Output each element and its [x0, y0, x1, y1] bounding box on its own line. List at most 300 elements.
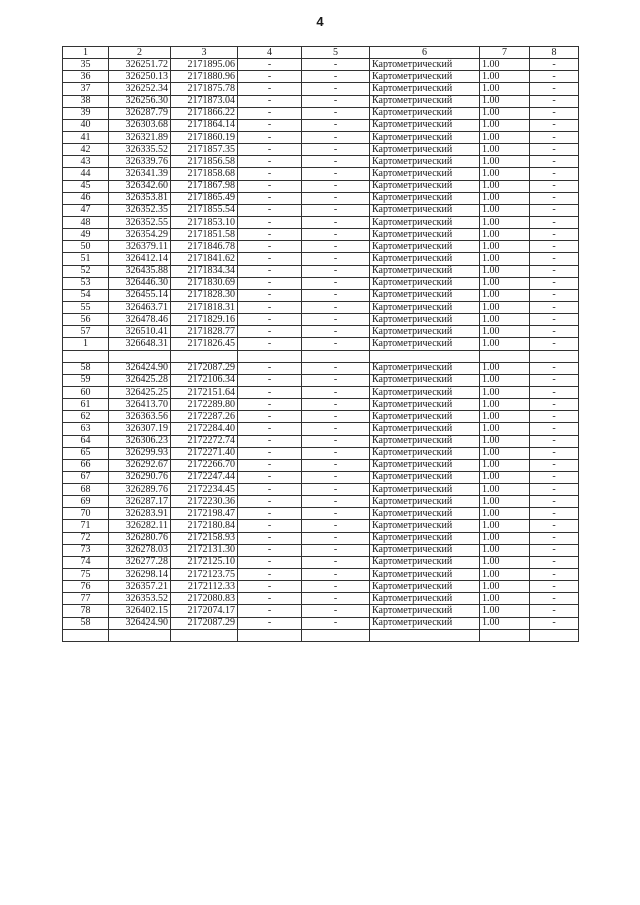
coord-x-cell: 326335.52	[109, 144, 171, 156]
method-cell: Картометрический	[370, 386, 480, 398]
col-8-cell: -	[530, 544, 579, 556]
col-4-cell: -	[238, 289, 302, 301]
col-8-cell: -	[530, 520, 579, 532]
coord-x-cell: 326435.88	[109, 265, 171, 277]
accuracy-cell: 1.00	[480, 192, 530, 204]
point-number-cell: 73	[63, 544, 109, 556]
table-row	[63, 629, 579, 641]
col-5-cell: -	[302, 556, 370, 568]
accuracy-cell: 1.00	[480, 289, 530, 301]
coord-x-cell: 326306.23	[109, 435, 171, 447]
coord-x-cell: 326290.76	[109, 471, 171, 483]
col-5-cell: -	[302, 411, 370, 423]
coord-y-cell: 2172247.44	[171, 471, 238, 483]
col-4-cell: -	[238, 241, 302, 253]
accuracy-cell: 1.00	[480, 144, 530, 156]
method-cell: Картометрический	[370, 508, 480, 520]
col-8-cell: -	[530, 156, 579, 168]
col-8-cell: -	[530, 168, 579, 180]
coord-y-cell: 2172284.40	[171, 423, 238, 435]
accuracy-cell: 1.00	[480, 229, 530, 241]
coord-x-cell: 326412.14	[109, 253, 171, 265]
col-8-cell: -	[530, 459, 579, 471]
col-5-cell: -	[302, 338, 370, 350]
coord-x-cell: 326282.11	[109, 520, 171, 532]
col-8-cell: -	[530, 204, 579, 216]
col-8-cell: -	[530, 386, 579, 398]
method-cell: Картометрический	[370, 593, 480, 605]
table-row	[63, 605, 579, 617]
point-number-cell: 57	[63, 326, 109, 338]
coord-y-cell: 2171855.54	[171, 204, 238, 216]
method-cell: Картометрический	[370, 326, 480, 338]
coord-y-cell: 2172266.70	[171, 459, 238, 471]
method-cell: Картометрический	[370, 107, 480, 119]
accuracy-cell: 1.00	[480, 253, 530, 265]
coord-y-cell: 2172080.83	[171, 593, 238, 605]
column-header: 3	[171, 47, 238, 59]
col-8-cell: -	[530, 192, 579, 204]
col-5-cell: -	[302, 496, 370, 508]
col-4-cell: -	[238, 362, 302, 374]
method-cell: Картометрический	[370, 435, 480, 447]
col-5-cell: -	[302, 192, 370, 204]
accuracy-cell	[480, 350, 530, 362]
method-cell: Картометрический	[370, 168, 480, 180]
method-cell: Картометрический	[370, 532, 480, 544]
col-4-cell: -	[238, 411, 302, 423]
col-4-cell: -	[238, 71, 302, 83]
col-4-cell: -	[238, 399, 302, 411]
point-number-cell: 38	[63, 95, 109, 107]
coord-x-cell: 326283.91	[109, 508, 171, 520]
method-cell: Картометрический	[370, 314, 480, 326]
method-cell: Картометрический	[370, 301, 480, 313]
col-4-cell: -	[238, 569, 302, 581]
method-cell: Картометрический	[370, 289, 480, 301]
method-cell: Картометрический	[370, 362, 480, 374]
coord-x-cell: 326648.31	[109, 338, 171, 350]
coord-y-cell: 2171866.22	[171, 107, 238, 119]
accuracy-cell: 1.00	[480, 447, 530, 459]
accuracy-cell: 1.00	[480, 617, 530, 629]
coord-y-cell: 2171853.10	[171, 216, 238, 228]
coord-y-cell: 2172180.84	[171, 520, 238, 532]
coord-x-cell: 326287.79	[109, 107, 171, 119]
table-row	[63, 216, 579, 228]
point-number-cell: 36	[63, 71, 109, 83]
accuracy-cell: 1.00	[480, 411, 530, 423]
accuracy-cell: 1.00	[480, 119, 530, 131]
point-number-cell: 49	[63, 229, 109, 241]
point-number-cell: 54	[63, 289, 109, 301]
method-cell: Картометрический	[370, 471, 480, 483]
coord-x-cell	[109, 350, 171, 362]
col-8-cell: -	[530, 180, 579, 192]
method-cell: Картометрический	[370, 484, 480, 496]
col-4-cell: -	[238, 593, 302, 605]
point-number-cell: 52	[63, 265, 109, 277]
accuracy-cell: 1.00	[480, 508, 530, 520]
col-4-cell: -	[238, 532, 302, 544]
accuracy-cell: 1.00	[480, 277, 530, 289]
column-header: 1	[63, 47, 109, 59]
coord-x-cell: 326352.35	[109, 204, 171, 216]
col-4-cell	[238, 350, 302, 362]
method-cell: Картометрический	[370, 556, 480, 568]
point-number-cell: 53	[63, 277, 109, 289]
col-8-cell: -	[530, 399, 579, 411]
col-4-cell: -	[238, 447, 302, 459]
col-5-cell: -	[302, 204, 370, 216]
coord-y-cell: 2171858.68	[171, 168, 238, 180]
column-header: 5	[302, 47, 370, 59]
col-8-cell: -	[530, 241, 579, 253]
col-4-cell: -	[238, 253, 302, 265]
coord-y-cell	[171, 629, 238, 641]
coord-x-cell: 326277.28	[109, 556, 171, 568]
method-cell: Картометрический	[370, 265, 480, 277]
accuracy-cell: 1.00	[480, 265, 530, 277]
point-number-cell: 61	[63, 399, 109, 411]
method-cell: Картометрический	[370, 374, 480, 386]
coordinates-table	[62, 46, 579, 642]
coord-y-cell: 2172123.75	[171, 569, 238, 581]
accuracy-cell	[480, 629, 530, 641]
coord-y-cell: 2172289.80	[171, 399, 238, 411]
col-8-cell: -	[530, 277, 579, 289]
method-cell: Картометрический	[370, 617, 480, 629]
method-cell: Картометрический	[370, 423, 480, 435]
accuracy-cell: 1.00	[480, 520, 530, 532]
coord-y-cell: 2171841.62	[171, 253, 238, 265]
point-number-cell: 72	[63, 532, 109, 544]
col-5-cell: -	[302, 435, 370, 447]
accuracy-cell: 1.00	[480, 459, 530, 471]
table-row	[63, 168, 579, 180]
point-number-cell: 55	[63, 301, 109, 313]
accuracy-cell: 1.00	[480, 399, 530, 411]
coord-y-cell: 2172125.10	[171, 556, 238, 568]
method-cell: Картометрический	[370, 131, 480, 143]
col-4-cell: -	[238, 386, 302, 398]
method-cell: Картометрический	[370, 204, 480, 216]
accuracy-cell: 1.00	[480, 569, 530, 581]
col-4-cell: -	[238, 338, 302, 350]
point-number-cell: 60	[63, 386, 109, 398]
col-8-cell: -	[530, 216, 579, 228]
table-row	[63, 192, 579, 204]
accuracy-cell: 1.00	[480, 95, 530, 107]
method-cell: Картометрический	[370, 59, 480, 71]
point-number-cell: 39	[63, 107, 109, 119]
point-number-cell: 65	[63, 447, 109, 459]
table-row	[63, 107, 579, 119]
coord-x-cell: 326287.17	[109, 496, 171, 508]
coord-x-cell: 326425.28	[109, 374, 171, 386]
accuracy-cell: 1.00	[480, 362, 530, 374]
col-8-cell: -	[530, 617, 579, 629]
table-row	[63, 59, 579, 71]
table-row	[63, 95, 579, 107]
coord-x-cell: 326379.11	[109, 241, 171, 253]
method-cell: Картометрический	[370, 605, 480, 617]
coord-x-cell: 326307.19	[109, 423, 171, 435]
point-number-cell: 44	[63, 168, 109, 180]
accuracy-cell: 1.00	[480, 131, 530, 143]
col-4-cell: -	[238, 374, 302, 386]
coord-y-cell: 2171826.45	[171, 338, 238, 350]
col-8-cell: -	[530, 144, 579, 156]
coord-x-cell: 326357.21	[109, 581, 171, 593]
col-4-cell: -	[238, 471, 302, 483]
col-4-cell: -	[238, 192, 302, 204]
point-number-cell: 35	[63, 59, 109, 71]
col-8-cell: -	[530, 435, 579, 447]
column-header: 2	[109, 47, 171, 59]
col-8-cell: -	[530, 447, 579, 459]
coord-y-cell: 2171828.30	[171, 289, 238, 301]
point-number-cell: 71	[63, 520, 109, 532]
accuracy-cell: 1.00	[480, 204, 530, 216]
table-row	[63, 229, 579, 241]
col-8-cell: -	[530, 253, 579, 265]
method-cell: Картометрический	[370, 581, 480, 593]
col-8-cell: -	[530, 71, 579, 83]
coord-x-cell: 326298.14	[109, 569, 171, 581]
col-5-cell: -	[302, 362, 370, 374]
accuracy-cell: 1.00	[480, 71, 530, 83]
coord-y-cell: 2172230.36	[171, 496, 238, 508]
coord-x-cell: 326250.13	[109, 71, 171, 83]
point-number-cell: 78	[63, 605, 109, 617]
method-cell: Картометрический	[370, 277, 480, 289]
method-cell: Картометрический	[370, 569, 480, 581]
col-5-cell: -	[302, 447, 370, 459]
col-5-cell: -	[302, 168, 370, 180]
coord-x-cell: 326321.89	[109, 131, 171, 143]
table-row	[63, 447, 579, 459]
coord-x-cell: 326292.67	[109, 459, 171, 471]
accuracy-cell: 1.00	[480, 374, 530, 386]
table-row	[63, 338, 579, 350]
method-cell: Картометрический	[370, 229, 480, 241]
accuracy-cell: 1.00	[480, 314, 530, 326]
accuracy-cell: 1.00	[480, 338, 530, 350]
table-row	[63, 569, 579, 581]
col-5-cell: -	[302, 532, 370, 544]
point-number-cell: 75	[63, 569, 109, 581]
col-8-cell: -	[530, 83, 579, 95]
column-header: 7	[480, 47, 530, 59]
col-5-cell: -	[302, 508, 370, 520]
coord-x-cell: 326353.81	[109, 192, 171, 204]
col-8-cell: -	[530, 484, 579, 496]
coord-y-cell: 2171830.69	[171, 277, 238, 289]
col-8-cell: -	[530, 314, 579, 326]
point-number-cell: 45	[63, 180, 109, 192]
method-cell: Картометрический	[370, 144, 480, 156]
col-8-cell: -	[530, 556, 579, 568]
accuracy-cell: 1.00	[480, 241, 530, 253]
point-number-cell: 58	[63, 362, 109, 374]
col-4-cell: -	[238, 435, 302, 447]
coord-x-cell: 326446.30	[109, 277, 171, 289]
col-8-cell	[530, 350, 579, 362]
accuracy-cell: 1.00	[480, 107, 530, 119]
method-cell: Картометрический	[370, 83, 480, 95]
col-5-cell: -	[302, 229, 370, 241]
accuracy-cell: 1.00	[480, 59, 530, 71]
coord-y-cell: 2171873.04	[171, 95, 238, 107]
coord-y-cell: 2171867.98	[171, 180, 238, 192]
point-number-cell: 42	[63, 144, 109, 156]
accuracy-cell: 1.00	[480, 435, 530, 447]
col-4-cell: -	[238, 144, 302, 156]
coord-y-cell: 2172287.26	[171, 411, 238, 423]
page-number: 4	[316, 14, 324, 29]
point-number-cell: 51	[63, 253, 109, 265]
col-5-cell: -	[302, 471, 370, 483]
coord-y-cell: 2172131.30	[171, 544, 238, 556]
col-8-cell: -	[530, 411, 579, 423]
table-row	[63, 277, 579, 289]
col-5-cell: -	[302, 277, 370, 289]
col-4-cell: -	[238, 95, 302, 107]
col-8-cell: -	[530, 107, 579, 119]
point-number-cell: 48	[63, 216, 109, 228]
method-cell: Картометрический	[370, 216, 480, 228]
coord-y-cell: 2172272.74	[171, 435, 238, 447]
col-4-cell: -	[238, 168, 302, 180]
col-4-cell: -	[238, 119, 302, 131]
accuracy-cell: 1.00	[480, 326, 530, 338]
column-header: 8	[530, 47, 579, 59]
col-4-cell: -	[238, 156, 302, 168]
coord-x-cell: 326278.03	[109, 544, 171, 556]
column-header: 6	[370, 47, 480, 59]
method-cell: Картометрический	[370, 447, 480, 459]
col-4-cell: -	[238, 556, 302, 568]
coord-y-cell: 2172106.34	[171, 374, 238, 386]
method-cell: Картометрический	[370, 95, 480, 107]
accuracy-cell: 1.00	[480, 156, 530, 168]
col-5-cell: -	[302, 253, 370, 265]
coord-y-cell: 2172151.64	[171, 386, 238, 398]
table-row	[63, 180, 579, 192]
table-row	[63, 350, 579, 362]
table-row	[63, 156, 579, 168]
col-5-cell: -	[302, 581, 370, 593]
col-4-cell: -	[238, 484, 302, 496]
point-number-cell: 1	[63, 338, 109, 350]
col-5-cell: -	[302, 107, 370, 119]
method-cell: Картометрический	[370, 192, 480, 204]
col-8-cell: -	[530, 423, 579, 435]
col-8-cell: -	[530, 471, 579, 483]
coord-x-cell: 326352.55	[109, 216, 171, 228]
accuracy-cell: 1.00	[480, 556, 530, 568]
coord-x-cell: 326402.15	[109, 605, 171, 617]
point-number-cell	[63, 350, 109, 362]
point-number-cell: 66	[63, 459, 109, 471]
table-row	[63, 581, 579, 593]
col-4-cell: -	[238, 605, 302, 617]
coord-x-cell: 326425.25	[109, 386, 171, 398]
method-cell: Картометрический	[370, 241, 480, 253]
coord-y-cell: 2172158.93	[171, 532, 238, 544]
col-4-cell: -	[238, 459, 302, 471]
accuracy-cell: 1.00	[480, 423, 530, 435]
col-5-cell: -	[302, 131, 370, 143]
accuracy-cell: 1.00	[480, 386, 530, 398]
coord-y-cell: 2171846.78	[171, 241, 238, 253]
accuracy-cell: 1.00	[480, 301, 530, 313]
table-row	[63, 71, 579, 83]
table-row	[63, 471, 579, 483]
point-number-cell: 40	[63, 119, 109, 131]
col-8-cell: -	[530, 593, 579, 605]
method-cell: Картометрический	[370, 338, 480, 350]
table-row	[63, 253, 579, 265]
table-row	[63, 532, 579, 544]
table-row	[63, 399, 579, 411]
col-5-cell: -	[302, 520, 370, 532]
point-number-cell: 47	[63, 204, 109, 216]
col-5-cell: -	[302, 289, 370, 301]
column-header: 4	[238, 47, 302, 59]
col-8-cell: -	[530, 59, 579, 71]
point-number-cell: 63	[63, 423, 109, 435]
col-8-cell: -	[530, 605, 579, 617]
col-5-cell: -	[302, 423, 370, 435]
col-4-cell: -	[238, 496, 302, 508]
accuracy-cell: 1.00	[480, 496, 530, 508]
coord-x-cell: 326455.14	[109, 289, 171, 301]
method-cell: Картометрический	[370, 180, 480, 192]
col-8-cell: -	[530, 301, 579, 313]
coord-x-cell: 326251.72	[109, 59, 171, 71]
table-row	[63, 265, 579, 277]
table-row	[63, 435, 579, 447]
table-row	[63, 423, 579, 435]
header-row	[63, 47, 579, 59]
col-5-cell: -	[302, 216, 370, 228]
col-4-cell: -	[238, 83, 302, 95]
col-5-cell: -	[302, 593, 370, 605]
point-number-cell: 56	[63, 314, 109, 326]
coord-x-cell: 326354.29	[109, 229, 171, 241]
coord-x-cell: 326510.41	[109, 326, 171, 338]
col-8-cell: -	[530, 119, 579, 131]
coord-y-cell: 2171829.16	[171, 314, 238, 326]
col-5-cell	[302, 629, 370, 641]
col-5-cell: -	[302, 241, 370, 253]
coord-y-cell: 2171864.14	[171, 119, 238, 131]
col-5-cell: -	[302, 399, 370, 411]
coord-x-cell: 326280.76	[109, 532, 171, 544]
coord-y-cell: 2171818.31	[171, 301, 238, 313]
method-cell: Картометрический	[370, 520, 480, 532]
point-number-cell: 59	[63, 374, 109, 386]
table-row	[63, 459, 579, 471]
table-row	[63, 131, 579, 143]
point-number-cell: 67	[63, 471, 109, 483]
point-number-cell: 58	[63, 617, 109, 629]
point-number-cell: 70	[63, 508, 109, 520]
coord-x-cell: 326463.71	[109, 301, 171, 313]
point-number-cell: 46	[63, 192, 109, 204]
